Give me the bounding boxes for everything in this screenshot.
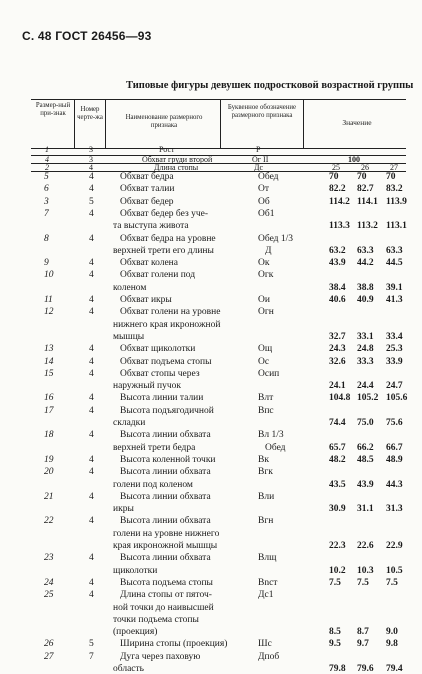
value-col-2: 105.2 — [357, 393, 379, 404]
value-col-3: 33.9 — [386, 356, 403, 367]
feature-name-line: нижнего края икроножной — [113, 319, 221, 330]
col-header-feature-name: Наименование размерного признака — [125, 114, 203, 129]
row-number: 9 — [44, 258, 49, 269]
value-col-2: 24.4 — [357, 381, 374, 392]
value-col-2: 9.7 — [357, 639, 369, 650]
feature-name-line: Высота линии обхвата — [120, 430, 211, 441]
header-divider — [303, 99, 304, 148]
row-number: 14 — [44, 356, 54, 367]
value-col-3: 44.5 — [386, 258, 403, 269]
feature-name-line: Обхват бедра — [120, 172, 174, 182]
value-col-1: 24.3 — [329, 344, 346, 355]
letter-code: От — [258, 184, 270, 195]
feature-name-line: Длина стопы от пяточ- — [120, 590, 212, 601]
feature-name-line: икры — [113, 504, 134, 515]
value-col-2: 40.9 — [357, 295, 374, 305]
letter-code: Вnст — [258, 577, 278, 588]
letter-code: Шс — [258, 639, 272, 650]
letter-code: Дс1 — [258, 590, 274, 601]
feature-name-line: Высота подъема стопы — [120, 577, 213, 588]
value-col-2: 8.7 — [357, 627, 369, 638]
value-chest-girth: 100 — [348, 155, 360, 164]
value-col-3: 75.6 — [386, 418, 403, 428]
drawing-number: 4 — [89, 270, 94, 281]
feature-name-line: Высота подъягодичной — [120, 405, 214, 416]
table-top-rule — [31, 99, 406, 100]
letter-code: Осип — [258, 368, 280, 379]
row-number: 21 — [44, 491, 54, 502]
value-col-3: 70 — [386, 172, 396, 182]
feature-name-line: Обхват колена — [120, 258, 178, 269]
row-number: 12 — [44, 307, 54, 318]
drawing-number: 4 — [89, 344, 94, 355]
col-header-letter-code: Буквенное обозначение размерного признака — [227, 104, 297, 119]
col-header-value: Значение — [342, 118, 372, 127]
feature-name-line: голени под коленом — [113, 479, 193, 490]
letter-code: Огн — [258, 307, 274, 318]
drawing-number: 5 — [89, 196, 94, 207]
letter-code: Ок — [258, 258, 270, 269]
row-number: 24 — [44, 577, 54, 588]
value-col-1: 74.4 — [329, 418, 346, 428]
header-divider — [105, 99, 106, 148]
feature-name-line: верхней трети бедра — [113, 442, 196, 453]
row-number: 26 — [44, 639, 54, 650]
drawing-number: 7 — [89, 651, 94, 662]
col-header-drawing-no: Номер черте-жа — [77, 106, 103, 121]
col-header-feature-no: Размер-ный при-знак — [35, 102, 71, 117]
value-col-3: 24.7 — [386, 381, 403, 392]
row-number: 25 — [44, 590, 54, 601]
letter-code: Ои — [258, 295, 270, 305]
value-col-3: 39.1 — [386, 282, 403, 293]
value-col-1: 8.5 — [329, 627, 341, 638]
letter-code: Вгн — [258, 516, 274, 527]
value-col-1: 43.9 — [329, 258, 346, 269]
value-col-1: 38.4 — [329, 282, 346, 293]
drawing-number: 4 — [89, 393, 94, 404]
value-col-2: 38.8 — [357, 282, 374, 293]
row-number: 20 — [44, 467, 54, 478]
drawing-number: 4 — [89, 172, 94, 182]
drawing-number: 4 — [89, 307, 94, 318]
value-col-1: 82.2 — [329, 184, 346, 195]
feature-name-line: Обхват стопы через — [120, 368, 200, 379]
value-col-3: 22.9 — [386, 541, 403, 551]
letter-code: Ощ — [258, 344, 273, 355]
value-col-3: 113.1 — [386, 221, 407, 232]
feature-name-line: мышцы — [113, 331, 145, 342]
row-number: 7 — [44, 208, 49, 219]
feature-name-line: Обхват бедра на уровне — [120, 233, 216, 244]
feature-name-line: Ширина стопы (проекция) — [120, 639, 228, 650]
value-col-3: 44.3 — [386, 479, 403, 490]
feature-name-line: Обхват икры — [120, 295, 172, 305]
feature-name-line: Обхват голени под — [120, 270, 196, 281]
feature-name-line: Высота линии талии — [120, 393, 204, 404]
feature-name-line: Высота линии обхвата — [120, 467, 211, 478]
row-number: 17 — [44, 405, 54, 416]
value-col-3: 9.0 — [386, 627, 398, 638]
row-number: 16 — [44, 393, 54, 404]
row-number: 18 — [44, 430, 54, 441]
row-number: 11 — [44, 295, 53, 305]
feature-name-line: Высота линии обхвата — [120, 491, 211, 502]
letter-code: Об1 — [258, 208, 275, 219]
header-divider — [220, 99, 221, 148]
feature-name-line: Высота коленной точки — [120, 454, 216, 465]
value-col-2: 7.5 — [357, 577, 369, 588]
drawing-number: 4 — [89, 577, 94, 588]
feature-name-line: Обхват голени на уровне — [120, 307, 221, 318]
feature-name-line: голени на уровне нижнего — [113, 528, 220, 539]
value-col-2: 10.3 — [357, 565, 374, 576]
value-col-3: 105.6 — [386, 393, 408, 404]
drawing-number: 4 — [89, 553, 94, 564]
feature-name-line: Дуга через паховую — [120, 651, 201, 662]
value-col-1: 7.5 — [329, 577, 341, 588]
value-col-3: 31.3 — [386, 504, 403, 515]
letter-code: Обед — [258, 172, 279, 182]
value-col-2: 22.6 — [357, 541, 374, 551]
value-col-3: 63.3 — [386, 245, 403, 256]
value-col-1: 65.7 — [329, 442, 346, 453]
value-col-3: 83.2 — [386, 184, 403, 195]
letter-code-sub: Обед — [265, 442, 286, 453]
value-col-2: 24.8 — [357, 344, 374, 355]
drawing-number: 3 — [89, 155, 93, 164]
feature-name-line: края икроножной мышцы — [113, 541, 218, 551]
value-col-2: 44.2 — [357, 258, 374, 269]
drawing-number: 4 — [89, 295, 94, 305]
value-col-1: 32.6 — [329, 356, 346, 367]
drawing-number: 5 — [89, 639, 94, 650]
letter-code: Обед 1/3 — [258, 233, 294, 244]
row-number: 19 — [44, 454, 54, 465]
letter-code: Вк — [258, 454, 269, 465]
drawing-number: 4 — [89, 208, 94, 219]
value-col-2: 26 — [361, 163, 369, 172]
row-number: 2 — [45, 163, 49, 172]
value-col-1: 10.2 — [329, 565, 346, 576]
value-col-1: 22.3 — [329, 541, 346, 551]
drawing-number: 4 — [89, 233, 94, 244]
row-number: 13 — [44, 344, 54, 355]
letter-code: Об — [258, 196, 270, 207]
feature-name-line: Обхват бедер без уче- — [120, 208, 208, 219]
drawing-number: 4 — [89, 184, 94, 195]
feature-name: Рост — [159, 145, 175, 154]
letter-code: Вгк — [258, 467, 273, 478]
row-number: 22 — [44, 516, 54, 527]
row-rule — [31, 171, 406, 172]
header-bottom-rule — [31, 148, 406, 149]
value-col-2: 48.5 — [357, 454, 374, 465]
value-col-1: 63.2 — [329, 245, 346, 256]
value-col-1: 48.2 — [329, 454, 346, 465]
value-col-3: 7.5 — [386, 577, 398, 588]
value-col-3: 66.7 — [386, 442, 403, 453]
feature-name: Длина стопы — [154, 163, 199, 172]
value-col-3: 113.9 — [386, 196, 407, 207]
feature-name-line: Обхват щиколотки — [120, 344, 196, 355]
letter-code: Впс — [258, 405, 274, 416]
value-col-1: 79.8 — [329, 664, 346, 674]
value-col-2: 63.3 — [357, 245, 374, 256]
letter-code: Вл 1/3 — [258, 430, 284, 441]
letter-code: Огк — [258, 270, 274, 281]
value-col-2: 33.3 — [357, 356, 374, 367]
letter-code: Ос — [258, 356, 270, 367]
feature-name-line: складки — [113, 418, 146, 428]
value-col-3: 10.5 — [386, 565, 403, 576]
drawing-number: 4 — [89, 368, 94, 379]
drawing-number: 4 — [89, 405, 94, 416]
value-col-3: 41.3 — [386, 295, 403, 305]
value-col-1: 43.5 — [329, 479, 346, 490]
letter-code: Ог II — [252, 155, 269, 164]
letter-code: Дпоб — [258, 651, 280, 662]
feature-name-line: наружный пучок — [113, 381, 182, 392]
value-col-2: 113.2 — [357, 221, 378, 232]
value-col-2: 66.2 — [357, 442, 374, 453]
value-col-2: 31.1 — [357, 504, 374, 515]
row-number: 10 — [44, 270, 54, 281]
row-number: 15 — [44, 368, 54, 379]
feature-name-line: ной точки до наивысшей — [113, 602, 214, 613]
feature-name-line: Высота линии обхвата — [120, 553, 211, 564]
value-col-1: 104.8 — [329, 393, 351, 404]
letter-code: Влт — [258, 393, 274, 404]
value-col-1: 113.3 — [329, 221, 350, 232]
drawing-number: 4 — [89, 467, 94, 478]
row-rule — [31, 163, 406, 164]
row-number: 3 — [44, 196, 49, 207]
value-col-2: 75.0 — [357, 418, 374, 428]
value-col-3: 9.8 — [386, 639, 398, 650]
drawing-number: 4 — [89, 590, 94, 601]
drawing-number: 4 — [89, 258, 94, 269]
value-col-3: 79.4 — [386, 664, 403, 674]
drawing-number: 4 — [89, 516, 94, 527]
value-col-3: 25.3 — [386, 344, 403, 355]
value-col-2: 82.7 — [357, 184, 374, 195]
value-col-1: 25 — [332, 163, 340, 172]
feature-name-line: точки подъема стопы — [113, 614, 199, 625]
feature-name: Обхват груди второй — [142, 155, 213, 164]
page-header: С. 48 ГОСТ 26456—93 — [22, 29, 152, 43]
feature-name-line: та выступа живота — [113, 221, 189, 232]
value-col-2: 33.1 — [357, 331, 374, 342]
value-col-2: 114.1 — [357, 196, 378, 207]
feature-name-line: Высота линии обхвата — [120, 516, 211, 527]
letter-code: Влщ — [258, 553, 277, 564]
letter-code-sub: Д — [265, 245, 272, 256]
row-number: 5 — [44, 172, 49, 182]
row-number: 23 — [44, 553, 54, 564]
value-col-1: 40.6 — [329, 295, 346, 305]
feature-name-line: (проекция) — [113, 627, 158, 638]
feature-name-line: коленом — [113, 282, 147, 293]
drawing-number: 4 — [89, 454, 94, 465]
value-col-1: 24.1 — [329, 381, 346, 392]
row-number: 1 — [45, 145, 49, 154]
value-col-1: 9.5 — [329, 639, 341, 650]
drawing-number: 4 — [89, 430, 94, 441]
row-number: 4 — [45, 155, 49, 164]
value-col-2: 70 — [357, 172, 367, 182]
letter-code: Вли — [258, 491, 275, 502]
value-col-3: 27 — [390, 163, 398, 172]
drawing-number: 4 — [89, 163, 93, 172]
letter-code: Р — [256, 145, 261, 154]
feature-name-line: щиколотки — [113, 565, 158, 576]
value-col-2: 43.9 — [357, 479, 374, 490]
value-col-1: 70 — [329, 172, 339, 182]
value-col-3: 48.9 — [386, 454, 403, 465]
value-col-3: 33.4 — [386, 331, 403, 342]
table-title: Типовые фигуры девушек подростковой возрастной группы — [126, 80, 414, 91]
drawing-number: 4 — [89, 356, 94, 367]
row-number: 27 — [44, 651, 54, 662]
row-number: 8 — [44, 233, 49, 244]
value-col-1: 32.7 — [329, 331, 346, 342]
value-col-1: 30.9 — [329, 504, 346, 515]
value-col-1: 114.2 — [329, 196, 350, 207]
value-col-2: 79.6 — [357, 664, 374, 674]
drawing-number: 4 — [89, 491, 94, 502]
feature-name-line: область — [113, 664, 145, 674]
feature-name-line: Обхват подъема стопы — [120, 356, 212, 367]
letter-code: Дс — [254, 163, 264, 172]
drawing-number: 3 — [89, 145, 93, 154]
feature-name-line: Обхват талии — [120, 184, 175, 195]
feature-name-line: Обхват бедер — [120, 196, 174, 207]
row-number: 6 — [44, 184, 49, 195]
header-divider — [74, 99, 75, 148]
feature-name-line: верхней трети его длины — [113, 245, 214, 256]
